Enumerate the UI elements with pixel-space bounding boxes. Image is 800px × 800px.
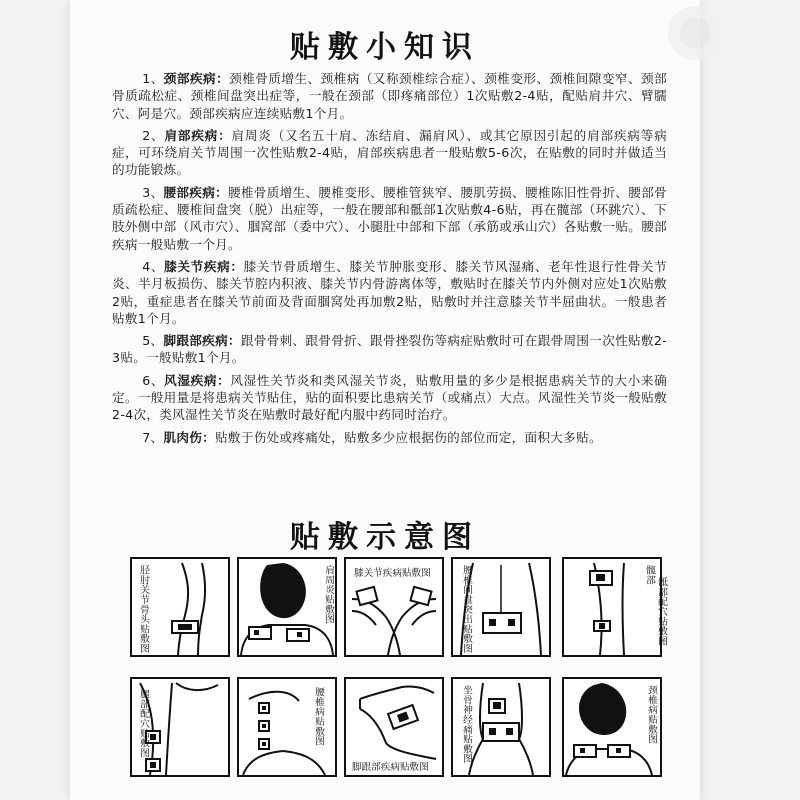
panel-caption: 肩周炎贴敷图 [323,565,334,624]
item-number: 4、 [142,258,165,274]
diagram-panel [451,557,551,657]
item-number: 7、 [142,429,164,445]
item-text: 肩周炎（又名五十肩、冻结肩、漏肩风）、或其它原因引起的肩部疾病等病症，可环绕肩关节周围一次性贴敷2-4贴，肩部疾病患者一般贴敷5-6次，在贴敷的同时并做适当的功能锻炼。 [112,127,668,178]
item-text: 跟骨骨刺、跟骨骨折、跟骨挫裂伤等病症贴敷时可在跟骨周围一次性贴敷2-3贴。一般贴敷1个月。 [112,333,667,366]
item-text: 腰椎骨质增生、腰椎变形、腰椎管狭窄、腰肌劳损、腰椎陈旧性骨折、腰部骨质疏松症、腰椎间盘突（脱）出症等，一般在腰部和骶部1次贴敷4-6贴，再在髋部（环跳穴）、下肢外侧中部（风市穴）、腘窝部（委中穴）、小腿肚中部和下部（承筋或承山穴）各贴敷一贴。腰部疾病一般贴敷一个月。 [112,184,668,252]
item-heading: 肩部疾病： [164,127,232,143]
panel-caption: 腿部配穴贴敷图 [138,689,149,758]
panel-caption: 颈椎病贴敷图 [646,685,657,744]
panel-caption: 髋部 [644,565,655,585]
item-heading: 肌肉伤： [163,429,216,445]
diagram-section-title: 贴敷示意图 [290,520,480,555]
diagram-panel [562,677,662,777]
knowledge-list [112,70,667,451]
knowledge-item [112,127,667,179]
item-number: 5、 [142,333,164,349]
item-text: 风湿性关节炎和类风湿关节炎，贴敷用量的多少是根据患病关节的大小来确定。一般用量是将患病关节贴住，贴的面积要比患病关节（或痛点）大点。风湿性关节炎一般贴敷2-4次，类风湿性关节炎在贴敷时最好配内服中药同时治疗。 [112,372,667,423]
panel-caption: 腰椎病贴敷图 [313,687,324,746]
diagram-panel [130,677,230,777]
diagram-panel [562,557,667,657]
shoulder-back-figure [239,559,335,655]
panel-caption: 脚跟部疾病贴敷图 [352,762,429,773]
knowledge-item [112,258,667,327]
knowledge-item [112,372,667,424]
item-number: 1、 [142,71,164,86]
knowledge-item [112,332,667,367]
knowledge-item [112,429,667,446]
item-number: 2、 [142,127,165,143]
item-heading: 颈部疾病： [163,71,230,86]
item-heading: 腰部疾病： [163,184,229,200]
diagram-panel [237,677,337,777]
panel-caption: 坐骨神经痛贴敷图 [461,685,472,764]
panel-caption: 胫肘关节骨头贴敷图 [138,565,149,654]
item-heading: 风湿疾病： [164,372,231,388]
diagram-panel [237,557,337,657]
page-title: 贴敷小知识 [290,30,480,65]
diagram-panel [344,557,444,657]
diagram-panel [451,677,551,777]
item-number: 6、 [142,372,165,388]
panel-caption: 膝关节疾病贴敷图 [354,568,431,579]
item-heading: 脚跟部疾病： [163,333,241,349]
item-heading: 膝关节疾病： [164,258,244,274]
item-text: 贴敷于伤处或疼痛处，贴敷多少应根据伤的部位而定，面积大多贴。 [215,429,602,445]
knowledge-item [112,184,667,253]
diagram-panel [344,677,444,777]
diagram-panel [130,557,230,657]
panel-caption-secondary: 骶部配穴贴敷图 [656,577,667,646]
knowledge-item [112,70,667,122]
panel-caption: 腰椎间盘突出贴敷图 [461,565,472,654]
item-number: 3、 [142,184,164,200]
item-text: 颈椎骨质增生、颈椎病（又称颈椎综合症）、颈椎变形、颈椎间隙变窄、颈部骨质疏松症、颈椎间盘突出症等，一般在颈部（即疼痛部位）1次贴敷2-4贴，配贴肩井穴、臂臑穴、阿是穴。颈部疾病应连续贴敷1个月。 [112,71,667,121]
item-text: 膝关节骨质增生、膝关节肿胀变形、膝关节风湿痛、老年性退行性骨关节炎、半月板损伤、膝关节腔内积液、膝关节内骨游离体等，敷贴时在膝关节内外侧对应处1次贴敷2贴，重症患者在膝关节前面及背面腘窝处再加敷2贴，贴敷时并注意膝关节半屈曲状。一般患者贴敷1个月。 [112,258,667,326]
